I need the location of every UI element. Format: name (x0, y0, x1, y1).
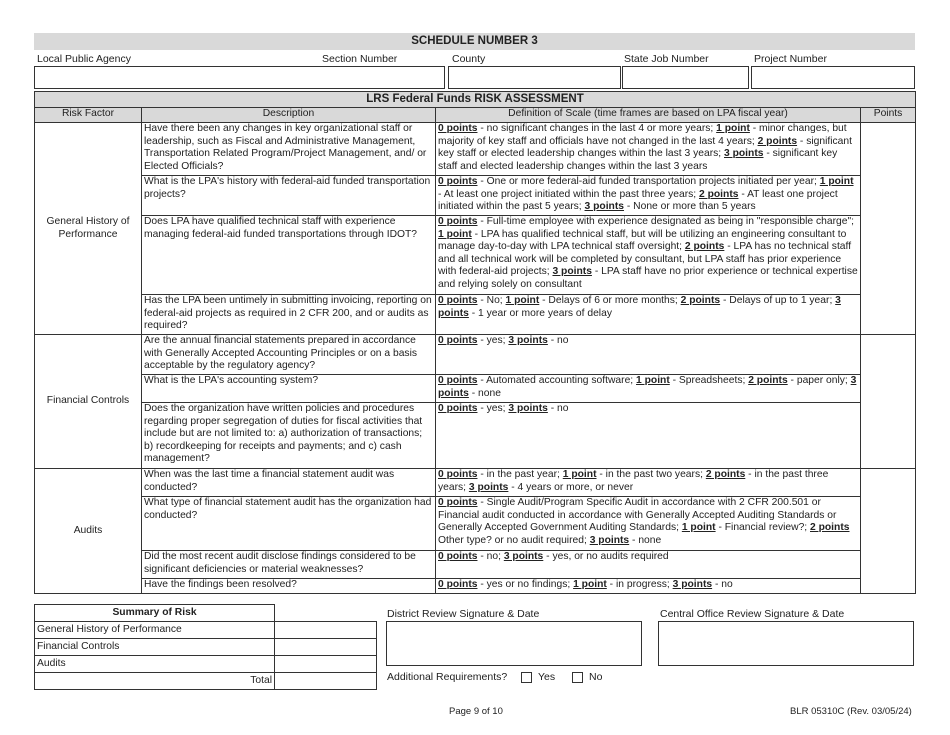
additional-requirements-label: Additional Requirements? (387, 671, 508, 683)
summary-total-input[interactable] (275, 673, 377, 690)
description-cell: When was the last time a financial statement audit was conducted? (142, 469, 436, 497)
definition-cell: 0 points - yes; 3 points - no (436, 403, 861, 469)
state-job-number-label: State Job Number (624, 53, 709, 65)
agency-input[interactable] (34, 66, 445, 89)
summary-row-label: General History of Performance (35, 622, 275, 639)
schedule-title: SCHEDULE NUMBER 3 (34, 33, 915, 50)
central-signature-field[interactable] (658, 621, 914, 666)
state-job-number-input[interactable] (622, 66, 749, 89)
definition-cell: 0 points - yes; 3 points - no (436, 335, 861, 375)
agency-label: Local Public Agency (37, 53, 131, 65)
definition-cell: 0 points - yes or no findings; 1 point - in progress; 3 points - no (436, 579, 861, 594)
project-number-input[interactable] (751, 66, 915, 89)
summary-value-input[interactable] (275, 622, 377, 639)
column-header-risk-factor: Risk Factor (35, 108, 142, 123)
form-number: BLR 05310C (Rev. 03/05/24) (790, 706, 912, 717)
summary-row-label: Financial Controls (35, 639, 275, 656)
factor-general-history: General History of Performance (35, 123, 142, 335)
summary-row-label: Audits (35, 656, 275, 673)
factor-financial-controls: Financial Controls (35, 335, 142, 469)
county-input[interactable] (448, 66, 621, 89)
description-cell: Have there been any changes in key organizational staff or leadership, such as Fiscal and Administrative Management, Transportation Related Program/Project Management, and/ or Elected Officials? (142, 123, 436, 176)
district-signature-field[interactable] (386, 621, 642, 666)
summary-heading: Summary of Risk (35, 605, 275, 622)
county-label: County (452, 53, 486, 65)
central-signature-label: Central Office Review Signature & Date (660, 608, 845, 620)
definition-cell: 0 points - Automated accounting software; 1 point - Spreadsheets; 2 points - paper only; 3 points - none (436, 375, 861, 403)
definition-cell: 0 points - no; 3 points - yes, or no audits required (436, 551, 861, 579)
project-number-label: Project Number (754, 53, 827, 65)
description-cell: Have the findings been resolved? (142, 579, 436, 594)
column-header-definition: Definition of Scale (time frames are based on LPA fiscal year) (436, 108, 861, 123)
description-cell: Did the most recent audit disclose findings considered to be significant deficiencies or material weaknesses? (142, 551, 436, 579)
no-checkbox[interactable] (572, 672, 583, 683)
description-cell: What is the LPA's history with federal-aid funded transportation projects? (142, 176, 436, 216)
summary-value-input[interactable] (275, 656, 377, 673)
description-cell: Are the annual financial statements prepared in accordance with Generally Accepted Accounting Principles or on a basis acceptable by the regulatory agency? (142, 335, 436, 375)
description-cell: Has the LPA been untimely in submitting invoicing, reporting on federal-aid projects as required in 2 CFR 200, and or audits as required? (142, 295, 436, 335)
district-signature-label: District Review Signature & Date (387, 608, 540, 620)
summary-value-input[interactable] (275, 639, 377, 656)
no-label: No (589, 671, 603, 683)
definition-cell: 0 points - in the past year; 1 point - in the past two years; 2 points - in the past three years; 3 points - 4 years or more, or never (436, 469, 861, 497)
definition-cell: 0 points - Full-time employee with experience designated as being in "responsible charge"; 1 point - LPA has qualified technical staff, but will be utilizing an engineering consultant to manage day-to-day with LPA technical staff oversight; 2 points - LPA has no technical staff and all technical work will be completed by consultant, but LPA staff has prior experience with federal-aid projects; 3 points - LPA staff have no prior experience or technical expertise and relying solely on consultant (436, 216, 861, 295)
points-input-general[interactable] (861, 123, 916, 335)
column-header-description: Description (142, 108, 436, 123)
risk-assessment-table (34, 91, 916, 594)
column-header-points: Points (861, 108, 916, 123)
definition-cell: 0 points - No; 1 point - Delays of 6 or more months; 2 points - Delays of up to 1 year; 3 points - 1 year or more years of delay (436, 295, 861, 335)
points-input-financial[interactable] (861, 335, 916, 469)
definition-cell: 0 points - One or more federal-aid funded transportation projects initiated per year; 1 point - At least one project initiated within the past three years; 2 points - AT least one project initiated within the past 5 years; 3 points - None or more than 5 years (436, 176, 861, 216)
section-number-label: Section Number (322, 53, 398, 65)
description-cell: Does the organization have written policies and procedures regarding proper segregation of duties for fiscal activities that include but are not limited to: a) authorization of transactions; b) recordkeeping for receipts and payments; and c) cash management? (142, 403, 436, 469)
yes-checkbox[interactable] (521, 672, 532, 683)
definition-cell: 0 points - Single Audit/Program Specific Audit in accordance with 2 CFR 200.501 or Financial audit conducted in accordance with Generally Accepted Auditing Standards or Generally Accepted Government Auditing Standards; 1 point - Financial review?; 2 points Other type? or no audit required; 3 points - none (436, 497, 861, 551)
page-number: Page 9 of 10 (449, 706, 503, 717)
points-input-audits[interactable] (861, 469, 916, 594)
definition-cell: 0 points - no significant changes in the last 4 or more years; 1 point - minor changes, but majority of key staff and officials have not changed in the last 4 years; 2 points - significant key staff or elected leadership changes within the last 3 years; 3 points - significant key staff and elected leadership changes within the last 3 years (436, 123, 861, 176)
description-cell: What is the LPA's accounting system? (142, 375, 436, 403)
summary-of-risk-table (34, 604, 377, 690)
yes-label: Yes (538, 671, 556, 683)
factor-audits: Audits (35, 469, 142, 594)
description-cell: Does LPA have qualified technical staff with experience managing federal-aid funded transportations through IDOT? (142, 216, 436, 295)
assessment-title: LRS Federal Funds RISK ASSESSMENT (35, 92, 916, 108)
description-cell: What type of financial statement audit has the organization had conducted? (142, 497, 436, 551)
summary-total-label: Total (35, 673, 275, 690)
